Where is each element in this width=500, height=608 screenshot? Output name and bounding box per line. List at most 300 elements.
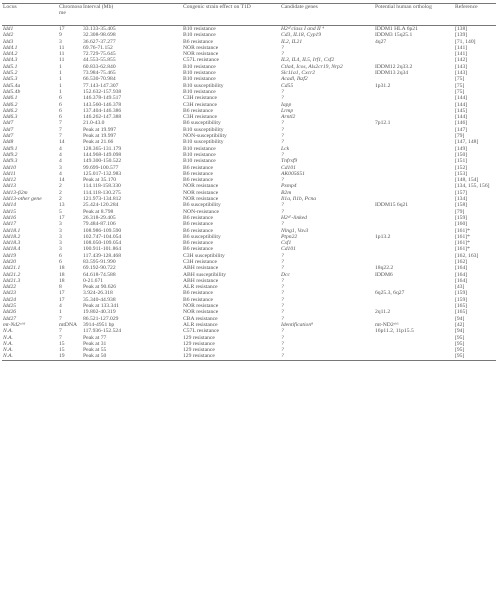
cell-human-ortholog: mt-ND2ᵃˡᵗ¹ [375, 321, 399, 328]
cell-interval: 60.833-62.840 [83, 63, 116, 70]
cell-locus: N.A. [3, 334, 13, 341]
cell-candidate-genes: IL3, IL4, IL5, Irf1, Csf2 [281, 57, 335, 64]
cell-interval: 146.378-149.517 [83, 95, 122, 102]
cell-candidate-genes: ? [281, 139, 284, 146]
cell-interval: Peak at 8.798 [83, 208, 114, 215]
cell-candidate-genes: Acadl, Ikzf2 [281, 76, 308, 83]
cell-congenic-effect: B6 resistance [183, 240, 213, 247]
cell-interval: 117.439-128.468 [83, 252, 122, 259]
cell-chromosome: 4 [59, 158, 62, 165]
cell-chromosome: 7 [59, 334, 62, 341]
cell-locus: Idd18.3 [3, 240, 21, 247]
cell-locus: Idd26 [3, 309, 17, 316]
cell-candidate-genes: Iapp [281, 101, 292, 108]
cell-interval: Peak at 21.66 [83, 139, 114, 146]
cell-reference: [142] [455, 57, 468, 64]
table-row [2, 26, 496, 33]
cell-candidate-genes: ? [281, 88, 284, 95]
cell-reference: [161]* [455, 246, 470, 253]
cell-interval: 108.986-109.590 [83, 227, 122, 234]
cell-congenic-effect: B6 resistance [183, 107, 213, 114]
cell-reference: [71, 140] [455, 38, 476, 45]
cell-congenic-effect: C3H resistance [183, 258, 218, 265]
cell-locus: Idd19 [3, 252, 17, 259]
cell-reference: [151] [455, 158, 468, 165]
cell-interval: 66.530-70.984 [83, 76, 116, 83]
cell-reference: [165] [455, 309, 468, 316]
cell-chromosome: 2 [59, 189, 62, 196]
cell-interval: 21.0-43.0 [83, 120, 105, 127]
cell-congenic-effect: NOR resistance [183, 189, 219, 196]
cell-reference: [145] [455, 107, 468, 114]
cell-reference: [94] [455, 328, 465, 335]
cell-chromosome: 6 [59, 107, 62, 114]
cell-congenic-effect: B6 susceptibility [183, 120, 221, 127]
cell-reference: [160] [455, 221, 468, 228]
cell-human-ortholog: IDDM15 6q21 [375, 202, 409, 209]
cell-interval: Peak at 77 [83, 334, 107, 341]
cell-chromosome: 3 [59, 233, 62, 240]
cell-candidate-genes: ? [281, 51, 284, 58]
cell-reference: [94] [455, 315, 465, 322]
cell-candidate-genes: ? [281, 202, 284, 209]
cell-chromosome: 11 [59, 44, 65, 51]
cell-reference: [95] [455, 347, 465, 354]
cell-interval: 0-21.671 [83, 277, 104, 284]
cell-chromosome: 17 [59, 26, 65, 32]
cell-reference: [148, 154] [455, 177, 479, 184]
cell-interval: 128.365-131.179 [83, 145, 122, 152]
cell-congenic-effect: B10 resistance [183, 151, 216, 158]
cell-locus: Idd5.1 [3, 63, 18, 70]
cell-interval: 114.118-130.275 [83, 189, 121, 196]
cell-reference: [165] [455, 303, 468, 310]
cell-chromosome: 5 [59, 208, 62, 215]
cell-congenic-effect: B6 resistance [183, 38, 213, 45]
cell-reference: [161]* [455, 233, 470, 240]
cell-congenic-effect: NON-resistance [183, 208, 220, 215]
cell-chromosome: 7 [59, 328, 62, 335]
cell-candidate-genes: ? [281, 265, 284, 272]
cell-reference: [161]* [455, 227, 470, 234]
cell-candidate-genes: ? [281, 252, 284, 259]
cell-locus: Idd5.4b [3, 88, 21, 95]
cell-reference: [147] [455, 126, 468, 133]
cell-human-ortholog: 7p12.1 [375, 120, 391, 127]
cell-candidate-genes: ? [281, 284, 284, 291]
cell-reference: [141] [455, 51, 468, 58]
cell-locus: N.A. [3, 340, 13, 347]
cell-congenic-effect: 129 resistance [183, 340, 215, 347]
cell-candidate-genes: Cd101 [281, 164, 296, 171]
cell-congenic-effect: ALR resistance [183, 284, 218, 291]
cell-locus: Idd21.2 [3, 271, 21, 278]
cell-congenic-effect: B6 resistance [183, 170, 213, 177]
cell-interval: 108.050-109.054 [83, 240, 122, 247]
cell-interval: 125.017-132.983 [83, 170, 122, 177]
cell-congenic-effect: C57L resistance [183, 57, 219, 64]
cell-locus: Idd18.2 [3, 233, 21, 240]
cell-locus: Idd24 [3, 296, 17, 303]
cell-interval: Peak at 50 [82, 353, 182, 360]
header-candidate-genes: Candidate genes [280, 4, 374, 26]
cell-human-ortholog: 1p13.2 [375, 233, 391, 240]
cell-chromosome: 4 [59, 170, 62, 177]
cell-interval: 72.729-75.645 [83, 51, 116, 58]
cell-human-ortholog: IDDM1 HLA 6p21 [375, 26, 418, 32]
cell-locus: Idd21.3 [3, 277, 21, 284]
cell-interval: 144.968-149.098 [83, 151, 122, 158]
cell-interval: Peak at 55 [83, 347, 107, 354]
cell-candidate-genes: ? [281, 290, 284, 297]
cell-candidate-genes: Dcc [281, 271, 291, 278]
cell-interval: Peak at 19.997 [83, 133, 117, 140]
cell-locus: Idd6.1 [3, 95, 18, 102]
cell-locus: Idd15 [3, 208, 17, 215]
cell-interval: 69.192-90.722 [83, 265, 116, 272]
cell-chromosome: 17 [59, 214, 65, 221]
cell-candidate-genes: ? [281, 133, 284, 140]
header-interval: Interval (Mb) [82, 4, 182, 26]
cell-reference: [146] [455, 120, 468, 127]
cell-reference: [153] [455, 170, 468, 177]
cell-congenic-effect: B6 resistance [183, 164, 213, 171]
cell-interval: 77.143-147.307 [83, 82, 119, 89]
cell-locus: Idd22 [3, 284, 17, 291]
cell-chromosome: 4 [59, 303, 62, 310]
cell-chromosome: mtDNA [59, 321, 78, 328]
cell-chromosome: 1 [59, 309, 62, 316]
cell-reference: [134, 155, 156] [455, 183, 490, 190]
cell-interval: 35.340-44.938 [83, 296, 116, 303]
cell-locus: Idd18.1 [3, 227, 21, 234]
cell-congenic-effect: B10 susceptibility [183, 126, 224, 133]
cell-interval: 152.632-157.938 [83, 88, 122, 95]
cell-interval: 137.404-146.386 [83, 107, 122, 114]
cell-interval: 44.553-55.855 [83, 57, 116, 64]
cell-congenic-effect: B6 resistance [183, 227, 213, 234]
cell-candidate-genes: ? [280, 353, 374, 360]
cell-reference: [159] [455, 296, 468, 303]
cell-interval: 64.618-74.588 [83, 271, 116, 278]
cell-locus: Idd7 [3, 120, 14, 127]
cell-reference: [144] [455, 95, 468, 102]
cell-candidate-genes: Csf1 [281, 240, 292, 247]
cell-candidate-genes: Ctla4, Icos, Als2cr19, Nrp2 [281, 63, 343, 70]
cell-chromosome: 19 [58, 353, 82, 360]
cell-locus: Idd18.4 [3, 246, 21, 253]
table-header-row [2, 4, 496, 26]
cell-interval: 121.973-134.812 [83, 196, 122, 203]
cell-interval: 36.627-37.277 [83, 38, 116, 45]
cell-candidate-genes: ? [281, 309, 284, 316]
cell-chromosome: 3 [59, 246, 62, 253]
cell-candidate-genes: ? [281, 177, 284, 184]
cell-locus: N.A. [3, 347, 13, 354]
cell-candidate-genes: IL2, IL21 [281, 38, 303, 45]
cell-interval: 3.924-26.318 [83, 290, 113, 297]
cell-reference: [164] [455, 271, 468, 278]
cell-locus: Idd9.3 [3, 158, 18, 165]
cell-locus: Idd6.2 [3, 107, 18, 114]
cell-reference: [95] [455, 334, 465, 341]
cell-congenic-effect: B6 resistance [183, 290, 213, 297]
cell-chromosome: 7 [59, 126, 62, 133]
cell-congenic-effect: B6 resistance [183, 177, 213, 184]
cell-interval: 99.699-100.577 [83, 164, 119, 171]
cell-candidate-genes: AK005651 [281, 170, 305, 177]
cell-chromosome: 18 [59, 271, 65, 278]
cell-reference: [143] [455, 63, 468, 70]
cell-locus: Idd14 [3, 202, 17, 209]
cell-chromosome: 1 [59, 76, 62, 83]
cell-chromosome: 8 [59, 284, 62, 291]
cell-human-ortholog [374, 353, 454, 360]
table-body [2, 26, 496, 361]
cell-interval: 100.911-101.864 [83, 246, 122, 253]
cell-candidate-genes: ? [281, 258, 284, 265]
cell-locus: Idd3 [3, 38, 14, 45]
cell-locus: mt-Nd2ᵃˡᵗ¹ [3, 321, 26, 328]
cell-interval: 86.521-127.029 [83, 315, 119, 322]
cell-reference: [95] [454, 353, 496, 360]
cell-interval: Peak at 19.997 [83, 126, 117, 133]
cell-congenic-effect: B10 resistance [183, 76, 216, 83]
cell-human-ortholog: 6q25.3, 6q27 [375, 290, 405, 297]
cell-congenic-effect: B6 resistance [183, 246, 213, 253]
cell-reference: [150] [455, 151, 468, 158]
cell-chromosome: 17 [59, 290, 65, 297]
cell-locus: Idd10 [3, 164, 17, 171]
cell-interval: 32.308-98.698 [83, 32, 116, 39]
cell-chromosome: 3 [59, 221, 62, 228]
cell-locus: Idd1 [3, 26, 14, 32]
cell-candidate-genes: Slc11a1, Cxcr2 [281, 70, 316, 77]
cell-reference: [141] [455, 44, 468, 51]
cell-candidate-genes: B2m [281, 189, 292, 196]
cell-locus: Idd23 [3, 290, 17, 297]
cell-congenic-effect: 129 resistance [183, 334, 215, 341]
cell-congenic-effect: NOR resistance [183, 303, 219, 310]
header-reference: Reference [454, 4, 496, 26]
cell-congenic-effect: 129 resistance [182, 353, 280, 360]
cell-human-ortholog: 1p31.2 [375, 82, 391, 89]
cell-chromosome: 1 [59, 82, 62, 89]
cell-reference: [164] [455, 277, 468, 284]
cell-candidate-genes: Il1a, Il1b, Pcna [281, 196, 317, 203]
cell-congenic-effect: B6 resistance [183, 221, 213, 228]
cell-locus: Idd25 [3, 303, 17, 310]
cell-locus: N.A. [3, 328, 13, 335]
cell-chromosome: 1 [59, 70, 62, 77]
cell-candidate-genes: ? [281, 315, 284, 322]
cell-reference: [75] [455, 82, 465, 89]
cell-chromosome: 3 [59, 240, 62, 247]
cell-congenic-effect: B10 resistance [183, 63, 216, 70]
cell-chromosome: 3 [59, 164, 62, 171]
cell-congenic-effect: CBA resistance [183, 315, 218, 322]
cell-chromosome: 18 [59, 277, 65, 284]
cell-locus: Idd2 [3, 32, 14, 39]
cell-reference: [149] [455, 145, 468, 152]
cell-chromosome: 1 [59, 88, 62, 95]
cell-congenic-effect: B10 resistance [183, 32, 216, 39]
cell-interval: 83.595-91.990 [83, 258, 116, 265]
cell-human-ortholog: 16p11.2, 11p15.5 [375, 328, 414, 335]
cell-chromosome: 6 [59, 95, 62, 102]
cell-reference: [144] [455, 101, 468, 108]
cell-chromosome: 14 [59, 177, 65, 184]
cell-interval: 19.802-40.319 [83, 309, 116, 316]
cell-locus: Idd13-other gene [3, 196, 42, 203]
cell-chromosome: 7 [59, 120, 62, 127]
cell-congenic-effect: B10 resistance [183, 70, 216, 77]
cell-locus: Idd27 [3, 315, 17, 322]
cell-candidate-genes: Ptpn22 [281, 233, 298, 240]
cell-human-ortholog: IDDM13 2q34 [375, 70, 409, 77]
cell-candidate-genes: ? [281, 303, 284, 310]
cell-candidate-genes: Cd55 [281, 82, 294, 89]
cell-interval: 3914-4951 bp [83, 321, 115, 328]
cell-locus: Idd8 [3, 139, 14, 146]
cell-chromosome: 15 [59, 340, 65, 347]
cell-reference: [43] [455, 284, 465, 291]
cell-chromosome: 13 [59, 202, 65, 209]
cell-reference: [162] [455, 258, 468, 265]
cell-human-ortholog: 4q27 [375, 38, 387, 45]
cell-interval: Peak at 133.341 [83, 303, 119, 310]
cell-locus: Idd4.2 [3, 51, 18, 58]
cell-reference: [139] [455, 32, 468, 39]
cell-chromosome: 3 [59, 38, 62, 45]
cell-congenic-effect: C3H resistance [183, 95, 218, 102]
cell-reference: [75] [455, 88, 465, 95]
cell-locus: Idd5.2 [3, 70, 18, 77]
cell-candidate-genes: Identification⁸ [281, 321, 314, 328]
cell-chromosome: 14 [59, 139, 65, 146]
cell-candidate-genes: H2ᵍ⁷-linked [281, 214, 307, 221]
cell-reference: [159] [455, 290, 468, 297]
table-row [2, 353, 496, 360]
cell-chromosome: 6 [59, 258, 62, 265]
cell-congenic-effect: C3H resistance [183, 101, 218, 108]
cell-chromosome: 17 [59, 296, 65, 303]
cell-interval: Peak at 90.626 [83, 284, 117, 291]
cell-chromosome: 7 [59, 315, 62, 322]
header-locus: Locus [2, 4, 58, 26]
cell-reference: [147, 148] [455, 139, 479, 146]
cell-interval: 114.118-158.330 [83, 183, 121, 190]
cell-chromosome: 7 [59, 133, 62, 140]
cell-congenic-effect: NOR resistance [183, 196, 219, 203]
cell-locus: Idd9.1 [3, 145, 18, 152]
cell-locus: N.A. [2, 353, 58, 360]
cell-chromosome: 6 [59, 114, 62, 121]
cell-congenic-effect: NON-susceptibility [183, 133, 227, 140]
cell-candidate-genes: ? [281, 221, 284, 228]
cell-candidate-genes: Cd3, IL18, Cyp19 [281, 32, 322, 39]
cell-congenic-effect: ALR resistance [183, 321, 218, 328]
header-chromosome: Chromoso me [58, 4, 82, 26]
cell-candidate-genes: Nlng1, Vav3 [281, 227, 309, 234]
cell-candidate-genes: ? [281, 347, 284, 354]
cell-congenic-effect: NOR resistance [183, 44, 219, 51]
cell-locus: Idd17 [3, 221, 17, 228]
cell-reference: [134] [455, 196, 468, 203]
cell-candidate-genes: Lrmp [281, 107, 294, 114]
cell-reference: [158] [455, 202, 468, 209]
cell-reference: [152] [455, 164, 468, 171]
cell-reference: [159] [455, 214, 468, 221]
cell-interval: 102.747-104.054 [83, 233, 122, 240]
cell-congenic-effect: ABH resistance [183, 265, 219, 272]
cell-chromosome: 6 [59, 101, 62, 108]
cell-locus: Idd20 [3, 258, 17, 265]
cell-congenic-effect: B10 resistance [183, 158, 216, 165]
cell-locus: Idd21.1 [3, 265, 21, 272]
cell-human-ortholog: 2q11.2 [375, 309, 391, 316]
header-congenic-effect: Congenic strain effect on T1D [182, 4, 280, 26]
cell-candidate-genes: ? [281, 277, 284, 284]
cell-reference: [42] [455, 321, 465, 328]
cell-candidate-genes: ? [281, 340, 284, 347]
cell-chromosome: 15 [59, 347, 65, 354]
cell-candidate-genes: Tnfrsf9 [281, 158, 298, 165]
cell-congenic-effect: B10 resistance [183, 88, 216, 95]
cell-interval: 79.484-87.106 [83, 221, 116, 228]
cell-chromosome: 9 [59, 32, 62, 39]
cell-candidate-genes: H2ᵍ⁷class I and II ⁴ [281, 26, 325, 32]
cell-reference: [143] [455, 70, 468, 77]
cell-candidate-genes: ? [281, 334, 284, 341]
cell-chromosome: 2 [59, 196, 62, 203]
cell-interval: 149.300-150.522 [83, 158, 122, 165]
cell-congenic-effect: B10 susceptibility [183, 139, 224, 146]
cell-human-ortholog: 18q22.2 [375, 265, 394, 272]
cell-human-ortholog: IDDM12 2q33.2 [375, 63, 413, 70]
cell-reference: [95] [455, 340, 465, 347]
cell-congenic-effect: B6 susceptibility [183, 233, 221, 240]
cell-chromosome: 1 [59, 63, 62, 70]
cell-human-ortholog: IDDM3 15q25.1 [375, 32, 413, 39]
cell-candidate-genes: ? [281, 208, 284, 215]
cell-congenic-effect: B6 susceptibility [183, 202, 221, 209]
cell-reference: [79] [455, 133, 465, 140]
cell-congenic-effect: B10 susceptibility [183, 82, 224, 89]
cell-reference: [157] [455, 189, 468, 196]
cell-chromosome: 18 [59, 265, 65, 272]
cell-interval: 73.984-75.465 [83, 70, 116, 77]
cell-locus: Idd13-β2m [3, 189, 28, 196]
cell-candidate-genes: Arntl2 [281, 114, 296, 121]
cell-locus: Idd5.4a [3, 82, 21, 89]
cell-locus: Idd6.3 [3, 114, 18, 121]
cell-congenic-effect: C3H resistance [183, 114, 218, 121]
cell-candidate-genes: Lck [281, 145, 290, 152]
cell-candidate-genes: Cd101 [281, 246, 296, 253]
cell-congenic-effect: 129 resistance [183, 347, 215, 354]
cell-reference: [138] [455, 26, 468, 32]
cell-chromosome: 2 [59, 183, 62, 190]
cell-reference: [161]* [455, 240, 470, 247]
cell-interval: 146.262-147.388 [83, 114, 122, 121]
header-human-ortholog: Potential human ortholog [374, 4, 454, 26]
cell-congenic-effect: C3H susceptibility [183, 252, 225, 259]
cell-congenic-effect: NOR resistance [183, 51, 219, 58]
cell-locus: Idd9.2 [3, 151, 18, 158]
cell-chromosome: 4 [59, 151, 62, 158]
cell-locus: Idd6.2 [3, 101, 18, 108]
